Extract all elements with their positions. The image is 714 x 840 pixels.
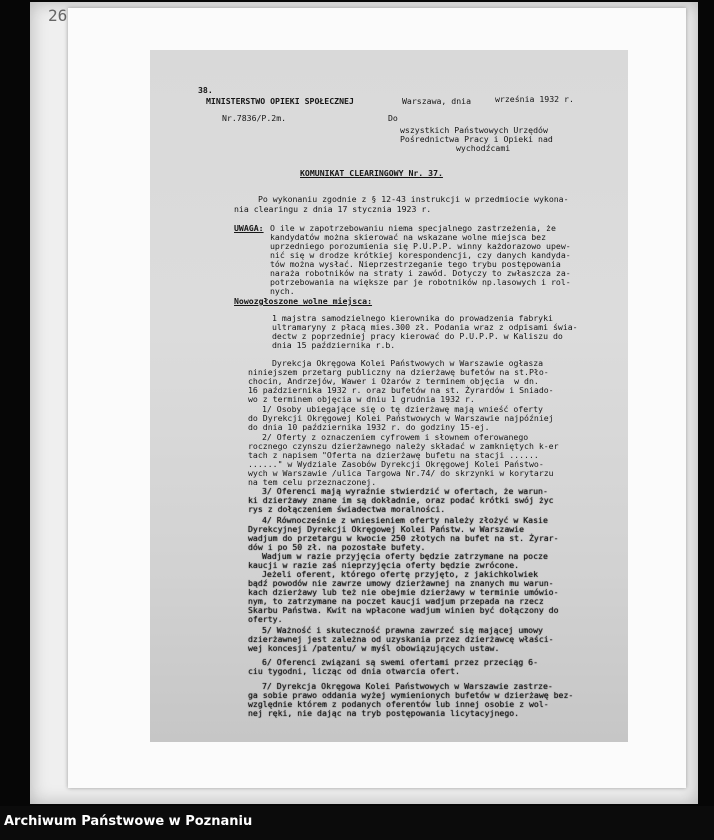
- point-line: 4/ Równocześnie z wniesieniem oferty należy złożyć w Kasie: [262, 515, 548, 525]
- recipient-line: wszystkich Państwowych Urzędów: [400, 125, 548, 135]
- archive-footer: Archiwum Państwowe w Poznaniu: [4, 814, 253, 829]
- recipient-line: wychodźcami: [456, 143, 511, 153]
- note-line: tów można wysłać. Nieprzestrzeganie tego trybu postępowania: [270, 259, 561, 269]
- point-line: rocznego czynszu dzierżawnego należy składać w zamkniętych k-er: [248, 441, 559, 451]
- point-line: 3/ Oferenci mają wyraźnie stwierdzić w ofertach, że warun-: [262, 486, 548, 496]
- note-line: kandydatów można skierować na wskazane wolne miejsca bez: [270, 232, 547, 242]
- point-line: oferty.: [248, 614, 283, 624]
- point-line: wych w Warszawie /ulica Targowa Nr.74/ do skrzynki w korytarzu: [248, 468, 554, 478]
- place-date: Warszawa, dnia: [402, 96, 472, 106]
- ministry-name: MINISTERSTWO OPIEKI SPOŁECZNEJ: [206, 96, 354, 106]
- point-line: Jeżeli oferent, którego ofertę przyjęto, z jakichkolwiek: [262, 569, 539, 579]
- note-line: nych.: [270, 286, 295, 296]
- document-page: [150, 50, 628, 742]
- note-line: nić się w drodze krótkiej korespondencji, czy danych kandyda-: [270, 250, 571, 260]
- paragraph-line: dectw z poprzedniej pracy kierować do P.U.P.P. w Kaliszu do: [272, 331, 563, 341]
- point-line: 2/ Oferty z oznaczeniem cyfrowem i słownem oferowanego: [262, 432, 529, 442]
- point-line: kach dzierżawy lub też nie obejmie dzierżawy w terminie umówio-: [248, 587, 559, 597]
- note-line: uprzedniego porozumienia się P.U.P.P. winny każdorazowo upew-: [270, 241, 571, 251]
- intro-line: Po wykonaniu zgodnie z § 12-43 instrukcji w przedmiocie wykona-: [258, 194, 569, 204]
- recipient-line: Pośrednictwa Pracy i Opieki nad: [400, 134, 553, 144]
- date-value: września 1932 r.: [495, 94, 574, 104]
- paragraph-line: chocin, Andrzejów, Wawer i Ożarów z terminem objęcia w dn.: [248, 376, 539, 386]
- point-line: ciu tygodni, licząc od dnia otwarcia ofert.: [248, 666, 460, 676]
- point-line: 5/ Ważność i skuteczność prawna zawrzeć się mającej umowy: [262, 625, 543, 635]
- point-line: dzierżawnej jest zależna od uzyskania przez dzierżawcę właści-: [248, 634, 554, 644]
- point-line: względnie którem z podanych oferentów lub innej osobie z wol-: [248, 699, 549, 709]
- point-line: kaucji w razie zaś nieprzyjęcia oferty będzie zwrócone.: [248, 560, 520, 570]
- point-line: tach z napisem "Oferta na dzierżawę bufetu na stacji ......: [248, 450, 539, 460]
- point-line: Wadjum w razie przyjęcia oferty będzie zatrzymane na pocze: [262, 551, 548, 561]
- point-line: 6/ Oferenci związani są swemi ofertami przez przeciąg 6-: [262, 657, 539, 667]
- intro-line: nia clearingu z dnia 17 stycznia 1923 r.: [234, 204, 432, 214]
- point-line: do dnia 10 października 1932 r. do godziny 15-ej.: [248, 422, 490, 432]
- point-line: dów i po 50 zł. na pozostałe bufety.: [248, 542, 426, 552]
- note-line: O ile w zapotrzebowaniu niema specjalnego zastrzeżenia, że: [270, 223, 556, 233]
- point-line: wej koncesji /patentu/ w myśl obowiązujących ustaw.: [248, 643, 500, 653]
- paragraph-line: 1 majstra samodzielnego kierownika do prowadzenia fabryki: [272, 313, 553, 323]
- point-line: na tem celu przeznaczonej.: [248, 477, 377, 487]
- point-line: Skarbu Państwa. Kwit na wpłacone wadjum winien być dołączony do: [248, 605, 559, 615]
- note-line: naraża robotników na straty i zawód. Dotyczy to zwłaszcza za-: [270, 268, 571, 278]
- paragraph-line: wo z terminem objęcia w dniu 1 grudnia 1932 r.: [248, 394, 475, 404]
- point-line: 7/ Dyrekcja Okręgowa Kolei Państwowych w Warszawie zastrze-: [262, 681, 553, 691]
- point-line: 1/ Osoby ubiegające się o tę dzierżawę mają wnieść oferty: [262, 404, 543, 414]
- reference-number: Nr.7836/P.2m.: [222, 113, 287, 123]
- point-line: wadjum do przetargu w kwocie 250 złotych na bufet na st. Żyrar-: [248, 533, 559, 543]
- point-line: nym, to zatrzymane na poczet kaucji wadjum przepada na rzecz: [248, 596, 544, 606]
- point-line: do Dyrekcji Okręgowej Kolei Państwowych w Warszawie najpóźniej: [248, 413, 554, 423]
- card-mark: 26: [48, 6, 68, 25]
- document-title: KOMUNIKAT CLEARINGOWY Nr. 37.: [300, 168, 443, 178]
- point-line: ......" w Wydziale Zasobów Dyrekcji Okręgowej Kolei Państwo-: [248, 459, 544, 469]
- point-line: ga sobie prawo oddania wyżej wymienionych bufetów w dzierżawę bez-: [248, 690, 574, 700]
- paragraph-line: 16 października 1932 r. oraz bufetów na st. Żyrardów i Sniado-: [248, 385, 554, 395]
- note-line: potrzebowania na większe par je robotników np.lasowych i rol-: [270, 277, 571, 287]
- paragraph-line: ultramaryny z płacą mies.300 zł. Podania wraz z odpisami świa-: [272, 322, 578, 332]
- section-heading: Nowozgłoszone wolne miejsca:: [234, 296, 373, 306]
- ministry-number: 38.: [198, 85, 213, 95]
- note-label: UWAGA:: [234, 223, 264, 233]
- point-line: ki dzierżawy znane im są dokładnie, oraz podać krótki swój życ: [248, 495, 554, 505]
- point-line: Dyrekcyjnej Dyrekcji Okręgowej Kolei Państw. w Warszawie: [248, 524, 525, 534]
- paragraph-line: niniejszem przetarg publiczny na dzierżawę bufetów na st.Pło-: [248, 367, 549, 377]
- point-line: rys z dołączeniem świadectwa moralności.: [248, 504, 446, 514]
- to-label: Do: [388, 113, 398, 123]
- paragraph-line: dnia 15 października r.b.: [272, 340, 396, 350]
- point-line: bądź powodów nie zawrze umowy dzierżawnej na znanych mu warun-: [248, 578, 554, 588]
- paragraph-line: Dyrekcja Okręgowa Kolei Państwowych w Warszawie ogłasza: [272, 358, 544, 368]
- point-line: nej ręki, nie dając na tryb postępowania licytacyjnego.: [248, 708, 520, 718]
